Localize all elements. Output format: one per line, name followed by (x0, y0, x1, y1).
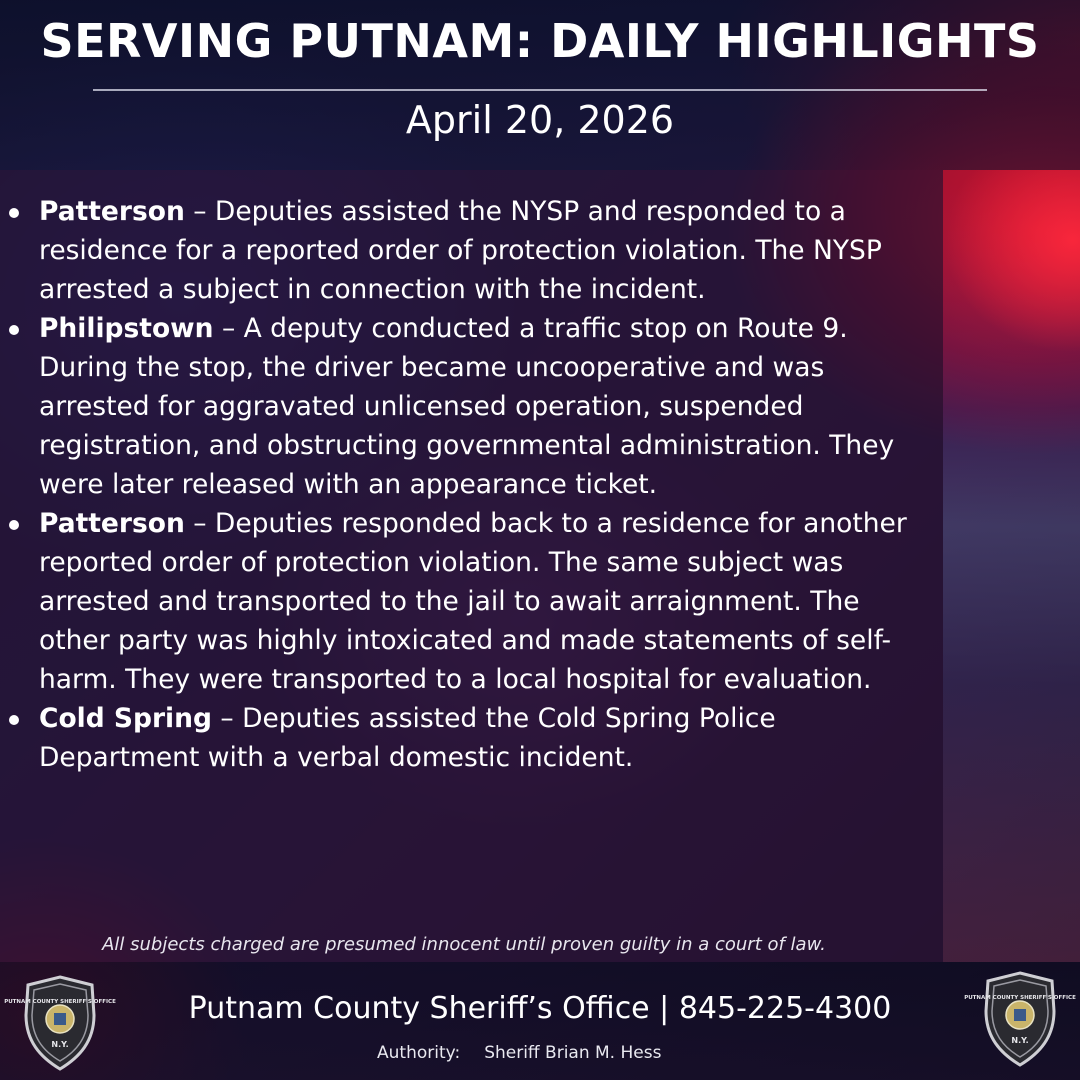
office-contact: Putnam County Sheriff’s Office | 845-225-4300 (188, 991, 892, 1026)
svg-text:PUTNAM COUNTY SHERIFF'S OFFICE: PUTNAM COUNTY SHERIFF'S OFFICE (4, 999, 116, 1005)
authority-line (377, 1043, 685, 1063)
page-date: April 20, 2026 (405, 98, 675, 142)
list-item (0, 699, 929, 777)
highlights-list (0, 192, 940, 777)
bullet-icon (9, 208, 19, 218)
item-location: Philipstown (39, 313, 214, 344)
item-text: – Deputies assisted the Cold Spring Police Department with a verbal domestic incident. (39, 703, 776, 773)
item-text: – Deputies responded back to a residence for another reported order of protection violation. The same subject was arrested and transported to the jail to await arraignment. The other party was highly intoxicated and made statements of self-harm. They were transported to a local hospital for evaluation. (39, 508, 907, 695)
list-item (0, 192, 929, 309)
item-location: Patterson (39, 196, 185, 227)
bullet-icon (9, 325, 19, 335)
item-location: Patterson (39, 508, 185, 539)
background-light-glow (943, 170, 1080, 962)
bullet-icon (9, 715, 19, 725)
item-location: Cold Spring (39, 703, 212, 734)
page-title: SERVING PUTNAM: DAILY HIGHLIGHTS (40, 14, 1040, 68)
svg-text:PUTNAM COUNTY SHERIFF'S OFFICE: PUTNAM COUNTY SHERIFF'S OFFICE (964, 995, 1076, 1001)
svg-text:N.Y.: N.Y. (1011, 1036, 1029, 1045)
list-item (0, 309, 929, 504)
title-divider (93, 89, 987, 91)
bullet-icon (9, 520, 19, 530)
svg-text:N.Y.: N.Y. (51, 1040, 69, 1049)
item-text: – A deputy conducted a traffic stop on Route 9. During the stop, the driver became uncooperative and was arrested for aggravated unlicensed operation, suspended registration, and obstructing governmental administration. They were later released with an appearance ticket. (39, 313, 895, 500)
legal-disclaimer: All subjects charged are presumed innocent until proven guilty in a court of law. (102, 934, 826, 955)
item-text: – Deputies assisted the NYSP and responded to a residence for a reported order of protection violation. The NYSP arrested a subject in connection with the incident. (39, 196, 882, 305)
authority-label: Authority: (377, 1043, 461, 1063)
authority-name: Sheriff Brian M. Hess (484, 1043, 662, 1063)
header (0, 0, 1080, 170)
list-item (0, 504, 929, 699)
